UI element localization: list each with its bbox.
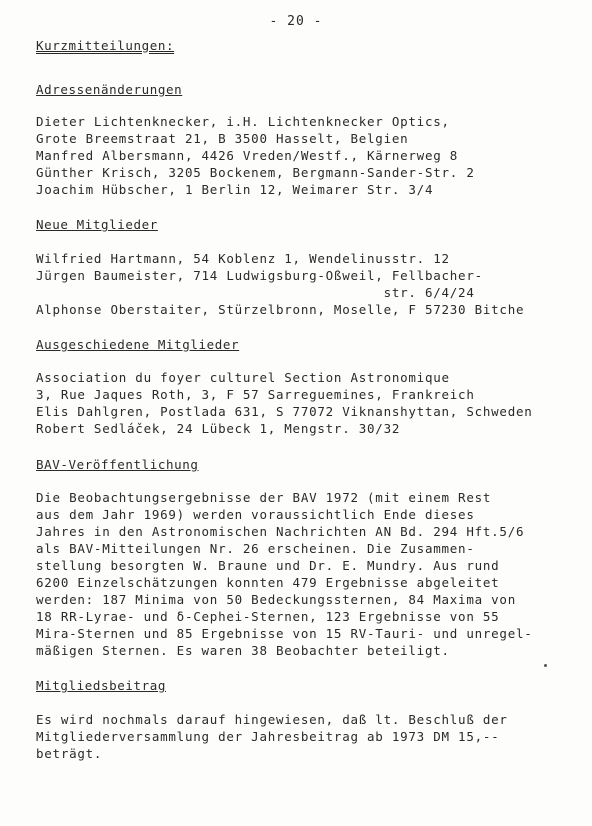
paragraph-line: Mitgliederversammlung der Jahresbeitrag ab 1973 DM 15,-- bbox=[36, 729, 500, 744]
paragraph-line: werden: 187 Minima von 50 Bedeckungssternen, 84 Maxima von bbox=[36, 592, 516, 607]
section-heading-address-changes: Adressenänderungen bbox=[36, 82, 183, 97]
section-heading-bav-publication: BAV-Veröffentlichung bbox=[36, 457, 199, 472]
paragraph-line: beträgt. bbox=[36, 746, 103, 761]
document-title: Kurzmitteilungen: bbox=[36, 38, 175, 53]
ink-speck bbox=[544, 664, 547, 667]
departed-member-line: 3, Rue Jaques Roth, 3, F 57 Sarreguemines, Frankreich bbox=[36, 387, 475, 402]
paragraph-line: 6200 Einzelschätzungen konnten 479 Ergebnisse abgeleitet bbox=[36, 575, 500, 590]
page-number: - 20 - bbox=[269, 14, 323, 29]
departed-member-line: Robert Sedláček, 24 Lübeck 1, Mengstr. 30/32 bbox=[36, 421, 401, 436]
member-line: Jürgen Baumeister, 714 Ludwigsburg-Oßweil, Fellbacher- bbox=[36, 268, 483, 283]
paragraph-line: als BAV-Mitteilungen Nr. 26 erscheinen. Die Zusammen- bbox=[36, 541, 475, 556]
address-line: Grote Breemstraat 21, B 3500 Hasselt, Belgien bbox=[36, 131, 409, 146]
section-heading-membership-fee: Mitgliedsbeitrag bbox=[36, 678, 167, 693]
section-heading-departed-members: Ausgeschiedene Mitglieder bbox=[36, 337, 240, 352]
paragraph-line: Es wird nochmals darauf hingewiesen, daß lt. Beschluß der bbox=[36, 712, 508, 727]
paragraph-line: aus dem Jahr 1969) werden voraussichtlich Ende dieses bbox=[36, 507, 475, 522]
paragraph-line: Jahres in den Astronomischen Nachrichten AN Bd. 294 Hft.5/6 bbox=[36, 524, 525, 539]
member-line: Alphonse Oberstaiter, Stürzelbronn, Moselle, F 57230 Bitche bbox=[36, 302, 525, 317]
paragraph-line: mäßigen Sternen. Es waren 38 Beobachter beteiligt. bbox=[36, 643, 450, 658]
address-line: Manfred Albersmann, 4426 Vreden/Westf., Kärnerweg 8 bbox=[36, 148, 459, 163]
address-line: Joachim Hübscher, 1 Berlin 12, Weimarer Str. 3/4 bbox=[36, 182, 434, 197]
section-heading-new-members: Neue Mitglieder bbox=[36, 217, 158, 232]
member-line: str. 6/4/24 bbox=[36, 285, 475, 300]
paragraph-line: stellung besorgten W. Braune und Dr. E. Mundry. Aus rund bbox=[36, 558, 500, 573]
paragraph-line: 18 RR-Lyrae- und δ-Cephei-Sternen, 123 Ergebnisse von 55 bbox=[36, 609, 500, 624]
address-line: Günther Krisch, 3205 Bockenem, Bergmann-Sander-Str. 2 bbox=[36, 165, 475, 180]
paragraph-line: Die Beobachtungsergebnisse der BAV 1972 (mit einem Rest bbox=[36, 490, 492, 505]
departed-member-line: Association du foyer culturel Section Astronomique bbox=[36, 370, 450, 385]
paragraph-line: Mira-Sternen und 85 Ergebnisse von 15 RV-Tauri- und unregel- bbox=[36, 626, 533, 641]
member-line: Wilfried Hartmann, 54 Koblenz 1, Wendelinusstr. 12 bbox=[36, 251, 450, 266]
address-line: Dieter Lichtenknecker, i.H. Lichtenknecker Optics, bbox=[36, 114, 450, 129]
departed-member-line: Elis Dahlgren, Postlada 631, S 77072 Viknanshyttan, Schweden bbox=[36, 404, 533, 419]
